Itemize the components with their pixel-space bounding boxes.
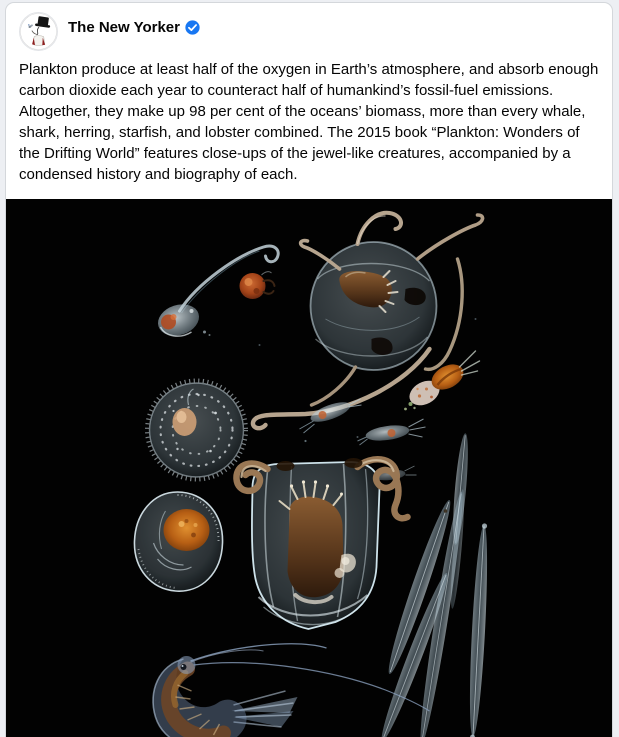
post-card bbox=[5, 2, 613, 737]
post-photo[interactable] bbox=[6, 199, 612, 737]
page-background bbox=[0, 2, 619, 737]
plankton-photo bbox=[6, 199, 612, 737]
verified-checkmark-icon bbox=[185, 20, 200, 35]
eustace-tilley-icon bbox=[20, 12, 57, 51]
post-header bbox=[6, 3, 612, 51]
avatar[interactable] bbox=[19, 12, 58, 51]
shelled-larva-with-orange-yolk bbox=[134, 492, 222, 591]
author-name[interactable]: The New Yorker bbox=[68, 18, 180, 36]
post-text: Plankton produce at least half of the oxygen in Earth’s atmosphere, and absorb enough carbon dioxide each year to counteract half of humankind’s fossil-fuel emissions. Altogether, they make up 98 per cent of the oceans’ biomass, more than every whale, shark, herring, starfish, and lobster combined. The 2015 book “Plankton: Wonders of the Drifting World” features close-ups of the jewel-like creatures, accompanied by a condensed history and biography of each. bbox=[19, 61, 599, 183]
author-row bbox=[68, 19, 200, 36]
